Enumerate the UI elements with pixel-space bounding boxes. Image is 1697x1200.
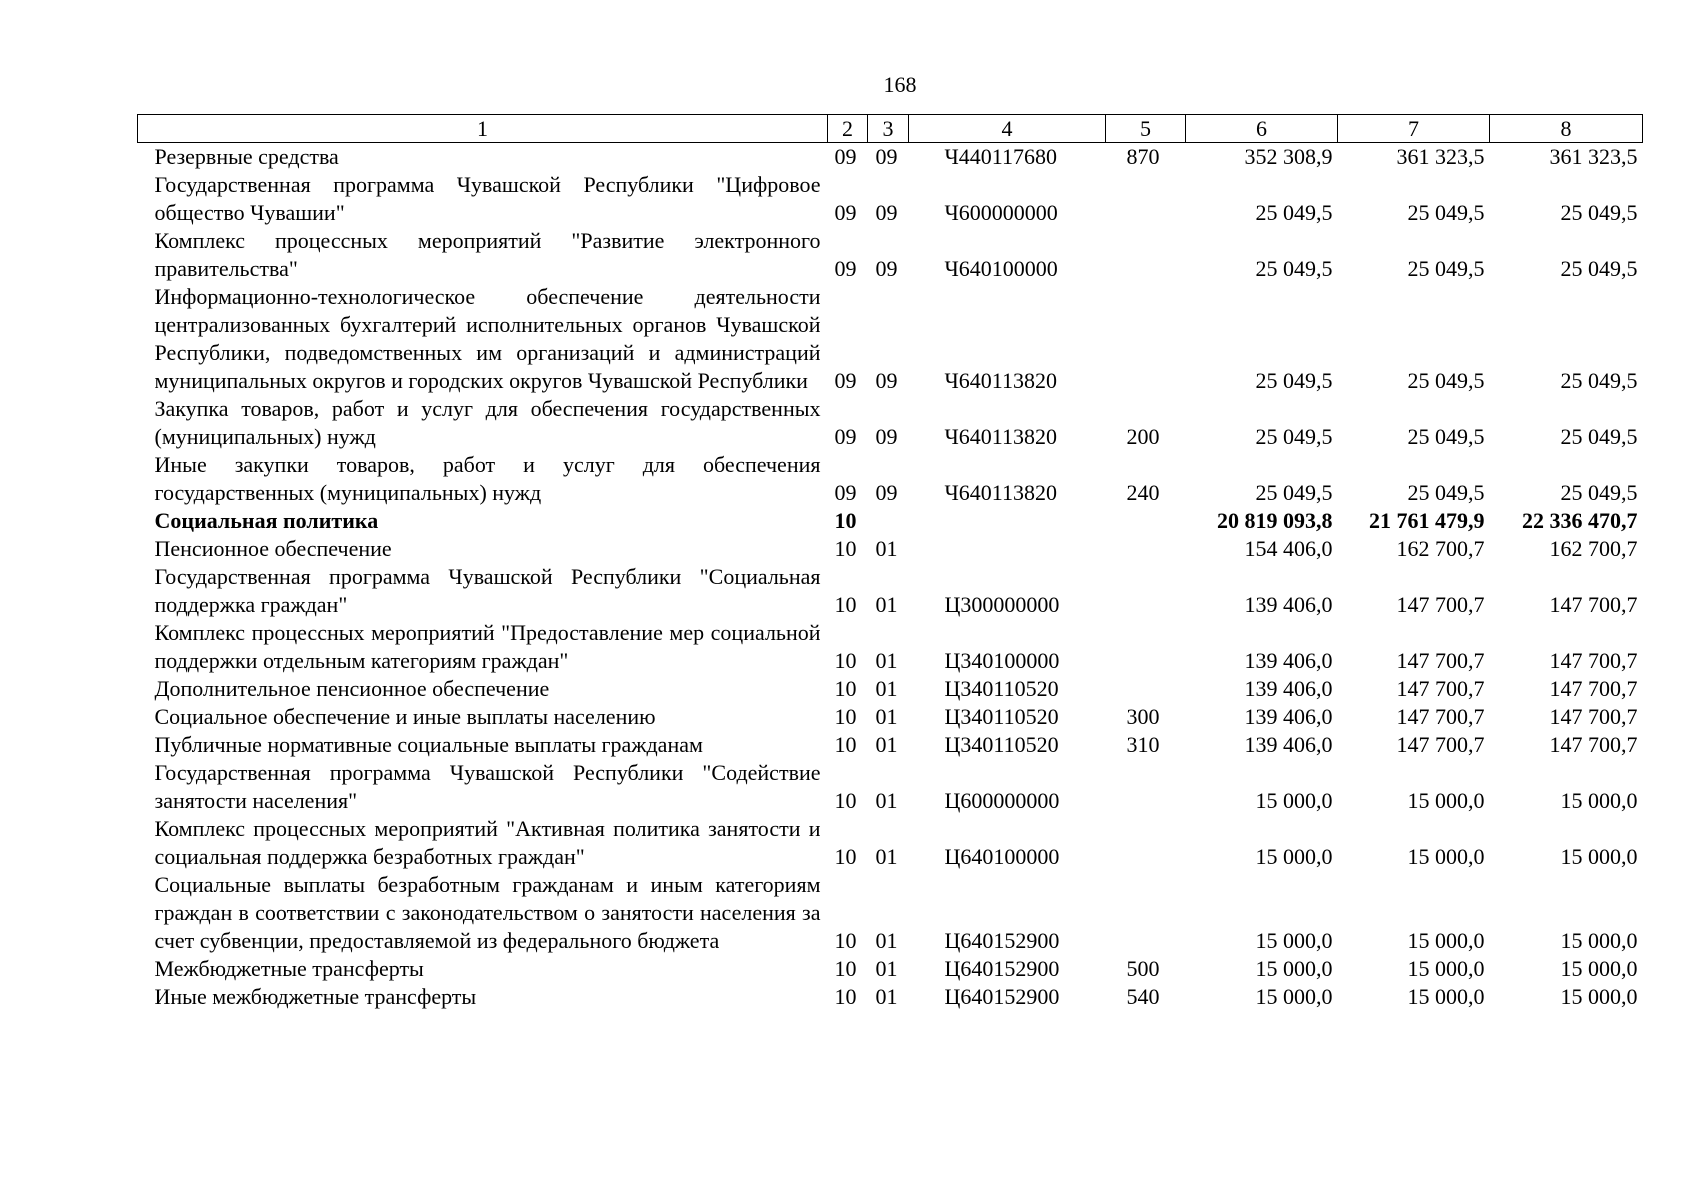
subsection-code: 01 <box>875 788 898 813</box>
target-article-code <box>909 507 1106 535</box>
expense-type-code <box>1106 507 1186 535</box>
amount-year-1: 25 049,5 <box>1255 200 1333 225</box>
row-name: Государственная программа Чувашской Республики "Содействие занятости населения" <box>154 760 821 813</box>
amount-year-1: 25 049,5 <box>1255 424 1333 449</box>
expense-type-code: 240 <box>1126 480 1160 505</box>
amount-year-1: 25 049,5 <box>1255 368 1333 393</box>
section-code: 10 <box>834 984 857 1009</box>
amount-year-3: 162 700,7 <box>1549 536 1638 561</box>
subsection-code: 01 <box>875 928 898 953</box>
expense-type-code <box>1106 871 1186 955</box>
target-article-code: Ч640113820 <box>944 480 1057 505</box>
amount-year-1: 25 049,5 <box>1255 480 1333 505</box>
amount-year-1: 15 000,0 <box>1255 928 1333 953</box>
section-code: 10 <box>834 648 857 673</box>
table-row <box>138 535 1643 563</box>
table-row <box>138 227 1643 283</box>
section-code: 10 <box>834 956 857 981</box>
amount-year-2: 25 049,5 <box>1407 424 1485 449</box>
amount-year-3: 25 049,5 <box>1560 256 1638 281</box>
amount-year-3: 15 000,0 <box>1560 788 1638 813</box>
table-row <box>138 703 1643 731</box>
expense-type-code <box>1106 815 1186 871</box>
target-article-code: Ц340110520 <box>944 704 1059 729</box>
amount-year-3: 361 323,5 <box>1549 144 1638 169</box>
subsection-code: 09 <box>875 368 898 393</box>
row-name: Социальное обеспечение и иные выплаты населению <box>154 704 656 729</box>
amount-year-1: 352 308,9 <box>1244 144 1333 169</box>
row-name: Социальная политика <box>154 508 379 533</box>
target-article-code: Ч600000000 <box>944 200 1058 225</box>
target-article-code: Ц300000000 <box>944 592 1060 617</box>
amount-year-2: 147 700,7 <box>1396 648 1485 673</box>
amount-year-1: 154 406,0 <box>1244 536 1333 561</box>
row-name: Резервные средства <box>154 144 339 169</box>
subsection-code: 01 <box>875 676 898 701</box>
section-code: 10 <box>834 844 857 869</box>
table-row <box>138 983 1643 1011</box>
target-article-code: Ц600000000 <box>944 788 1060 813</box>
subsection-code <box>868 507 909 535</box>
column-header-1: 1 <box>138 115 828 143</box>
row-name: Дополнительное пенсионное обеспечение <box>154 676 550 701</box>
section-code: 09 <box>834 424 857 449</box>
amount-year-1: 15 000,0 <box>1255 788 1333 813</box>
target-article-code: Ц640100000 <box>944 844 1060 869</box>
amount-year-2: 15 000,0 <box>1407 956 1485 981</box>
column-header-8: 8 <box>1490 115 1643 143</box>
amount-year-3: 147 700,7 <box>1549 704 1638 729</box>
section-code: 09 <box>834 368 857 393</box>
subsection-code: 01 <box>875 704 898 729</box>
section-code: 10 <box>834 536 857 561</box>
target-article-code: Ч440117680 <box>944 144 1057 169</box>
subsection-code: 01 <box>875 648 898 673</box>
amount-year-2: 162 700,7 <box>1396 536 1485 561</box>
amount-year-1: 20 819 093,8 <box>1217 508 1333 533</box>
amount-year-3: 15 000,0 <box>1560 956 1638 981</box>
amount-year-1: 25 049,5 <box>1255 256 1333 281</box>
section-code: 09 <box>834 480 857 505</box>
target-article-code: Ц640152900 <box>944 956 1060 981</box>
row-name: Иные закупки товаров, работ и услуг для обеспечения государственных (муниципальных) нужд <box>154 452 821 505</box>
table-row <box>138 283 1643 395</box>
amount-year-3: 147 700,7 <box>1549 676 1638 701</box>
target-article-code: Ц640152900 <box>944 928 1060 953</box>
table-row <box>138 507 1643 535</box>
section-code: 09 <box>834 256 857 281</box>
amount-year-1: 15 000,0 <box>1255 984 1333 1009</box>
section-code: 10 <box>834 928 857 953</box>
table-row <box>138 451 1643 507</box>
row-name: Комплекс процессных мероприятий "Активная политика занятости и социальная поддержка безработных граждан" <box>154 816 821 869</box>
section-code: 10 <box>834 704 857 729</box>
section-code: 10 <box>834 508 857 533</box>
table-row <box>138 731 1643 759</box>
table-row <box>138 759 1643 815</box>
subsection-code: 01 <box>875 592 898 617</box>
target-article-code: Ц340100000 <box>944 648 1060 673</box>
amount-year-2: 15 000,0 <box>1407 984 1485 1009</box>
table-row <box>138 395 1643 451</box>
table-body <box>138 143 1643 1012</box>
amount-year-1: 15 000,0 <box>1255 956 1333 981</box>
amount-year-2: 25 049,5 <box>1407 256 1485 281</box>
table-row <box>138 563 1643 619</box>
subsection-code: 01 <box>875 732 898 757</box>
expense-type-code <box>1106 283 1186 395</box>
row-name: Межбюджетные трансферты <box>154 956 424 981</box>
section-code: 10 <box>834 676 857 701</box>
subsection-code: 09 <box>875 480 898 505</box>
amount-year-3: 25 049,5 <box>1560 424 1638 449</box>
subsection-code: 09 <box>875 424 898 449</box>
row-name: Государственная программа Чувашской Республики "Социальная поддержка граждан" <box>154 564 821 617</box>
column-header-5: 5 <box>1106 115 1186 143</box>
subsection-code: 01 <box>875 844 898 869</box>
expense-type-code <box>1106 563 1186 619</box>
section-code: 10 <box>834 592 857 617</box>
expense-type-code <box>1106 619 1186 675</box>
amount-year-3: 15 000,0 <box>1560 984 1638 1009</box>
table-row <box>138 143 1643 172</box>
amount-year-3: 22 336 470,7 <box>1522 508 1638 533</box>
column-header-4: 4 <box>909 115 1106 143</box>
section-code: 10 <box>834 788 857 813</box>
subsection-code: 09 <box>875 256 898 281</box>
section-code: 09 <box>834 144 857 169</box>
row-name: Пенсионное обеспечение <box>154 536 392 561</box>
amount-year-1: 139 406,0 <box>1244 732 1333 757</box>
row-name: Государственная программа Чувашской Республики "Цифровое общество Чувашии" <box>154 172 821 225</box>
amount-year-2: 25 049,5 <box>1407 480 1485 505</box>
amount-year-1: 139 406,0 <box>1244 676 1333 701</box>
target-article-code: Ц640152900 <box>944 984 1060 1009</box>
target-article-code: Ч640100000 <box>944 256 1058 281</box>
target-article-code <box>909 535 1106 563</box>
budget-table <box>137 114 1643 1011</box>
amount-year-3: 147 700,7 <box>1549 648 1638 673</box>
target-article-code: Ц340110520 <box>944 732 1059 757</box>
amount-year-1: 139 406,0 <box>1244 704 1333 729</box>
section-code: 10 <box>834 732 857 757</box>
expense-type-code: 870 <box>1126 144 1160 169</box>
row-name: Информационно-технологическое обеспечение деятельности централизованных бухгалтерий исполнительных органов Чувашской Республики, подведомственных им организаций и администраций муниципальных округов и городских округов Чувашской Республики <box>154 284 821 393</box>
expense-type-code: 310 <box>1126 732 1160 757</box>
row-name: Иные межбюджетные трансферты <box>154 984 477 1009</box>
expense-type-code: 500 <box>1126 956 1160 981</box>
expense-type-code <box>1106 227 1186 283</box>
row-name: Социальные выплаты безработным гражданам и иным категориям граждан в соответствии с законодательством о занятости населения за счет субвенции, предоставляемой из федерального бюджета <box>154 872 821 953</box>
expense-type-code <box>1106 535 1186 563</box>
amount-year-2: 147 700,7 <box>1396 732 1485 757</box>
row-name: Комплекс процессных мероприятий "Развитие электронного правительства" <box>154 228 821 281</box>
column-header-6: 6 <box>1186 115 1338 143</box>
amount-year-2: 147 700,7 <box>1396 676 1485 701</box>
amount-year-2: 15 000,0 <box>1407 788 1485 813</box>
amount-year-3: 25 049,5 <box>1560 480 1638 505</box>
amount-year-2: 147 700,7 <box>1396 592 1485 617</box>
column-header-7: 7 <box>1338 115 1490 143</box>
row-name: Закупка товаров, работ и услуг для обеспечения государственных (муниципальных) нужд <box>154 396 821 449</box>
amount-year-3: 147 700,7 <box>1549 732 1638 757</box>
amount-year-3: 147 700,7 <box>1549 592 1638 617</box>
amount-year-3: 15 000,0 <box>1560 844 1638 869</box>
table-row <box>138 815 1643 871</box>
subsection-code: 09 <box>875 144 898 169</box>
target-article-code: Ч640113820 <box>944 424 1057 449</box>
target-article-code: Ч640113820 <box>944 368 1057 393</box>
table-row <box>138 955 1643 983</box>
subsection-code: 01 <box>875 536 898 561</box>
expense-type-code: 200 <box>1126 424 1160 449</box>
header-row <box>138 115 1643 143</box>
amount-year-3: 15 000,0 <box>1560 928 1638 953</box>
subsection-code: 01 <box>875 984 898 1009</box>
table-row <box>138 871 1643 955</box>
subsection-code: 01 <box>875 956 898 981</box>
amount-year-1: 15 000,0 <box>1255 844 1333 869</box>
amount-year-2: 21 761 479,9 <box>1369 508 1485 533</box>
column-header-2: 2 <box>828 115 868 143</box>
table-header <box>138 115 1643 143</box>
amount-year-3: 25 049,5 <box>1560 200 1638 225</box>
expense-type-code <box>1106 759 1186 815</box>
column-header-3: 3 <box>868 115 909 143</box>
subsection-code: 09 <box>875 200 898 225</box>
expense-type-code <box>1106 675 1186 703</box>
amount-year-2: 15 000,0 <box>1407 844 1485 869</box>
row-name: Публичные нормативные социальные выплаты гражданам <box>154 732 703 757</box>
table-row <box>138 619 1643 675</box>
amount-year-2: 361 323,5 <box>1396 144 1485 169</box>
amount-year-2: 15 000,0 <box>1407 928 1485 953</box>
row-name: Комплекс процессных мероприятий "Предоставление мер социальной поддержки отдельным категориям граждан" <box>154 620 821 673</box>
amount-year-3: 25 049,5 <box>1560 368 1638 393</box>
target-article-code: Ц340110520 <box>944 676 1059 701</box>
amount-year-2: 25 049,5 <box>1407 368 1485 393</box>
amount-year-1: 139 406,0 <box>1244 592 1333 617</box>
expense-type-code: 540 <box>1126 984 1160 1009</box>
expense-type-code: 300 <box>1126 704 1160 729</box>
amount-year-2: 25 049,5 <box>1407 200 1485 225</box>
page-number: 168 <box>883 72 917 97</box>
table-row <box>138 171 1643 227</box>
expense-type-code <box>1106 171 1186 227</box>
amount-year-2: 147 700,7 <box>1396 704 1485 729</box>
table-row <box>138 675 1643 703</box>
section-code: 09 <box>834 200 857 225</box>
amount-year-1: 139 406,0 <box>1244 648 1333 673</box>
